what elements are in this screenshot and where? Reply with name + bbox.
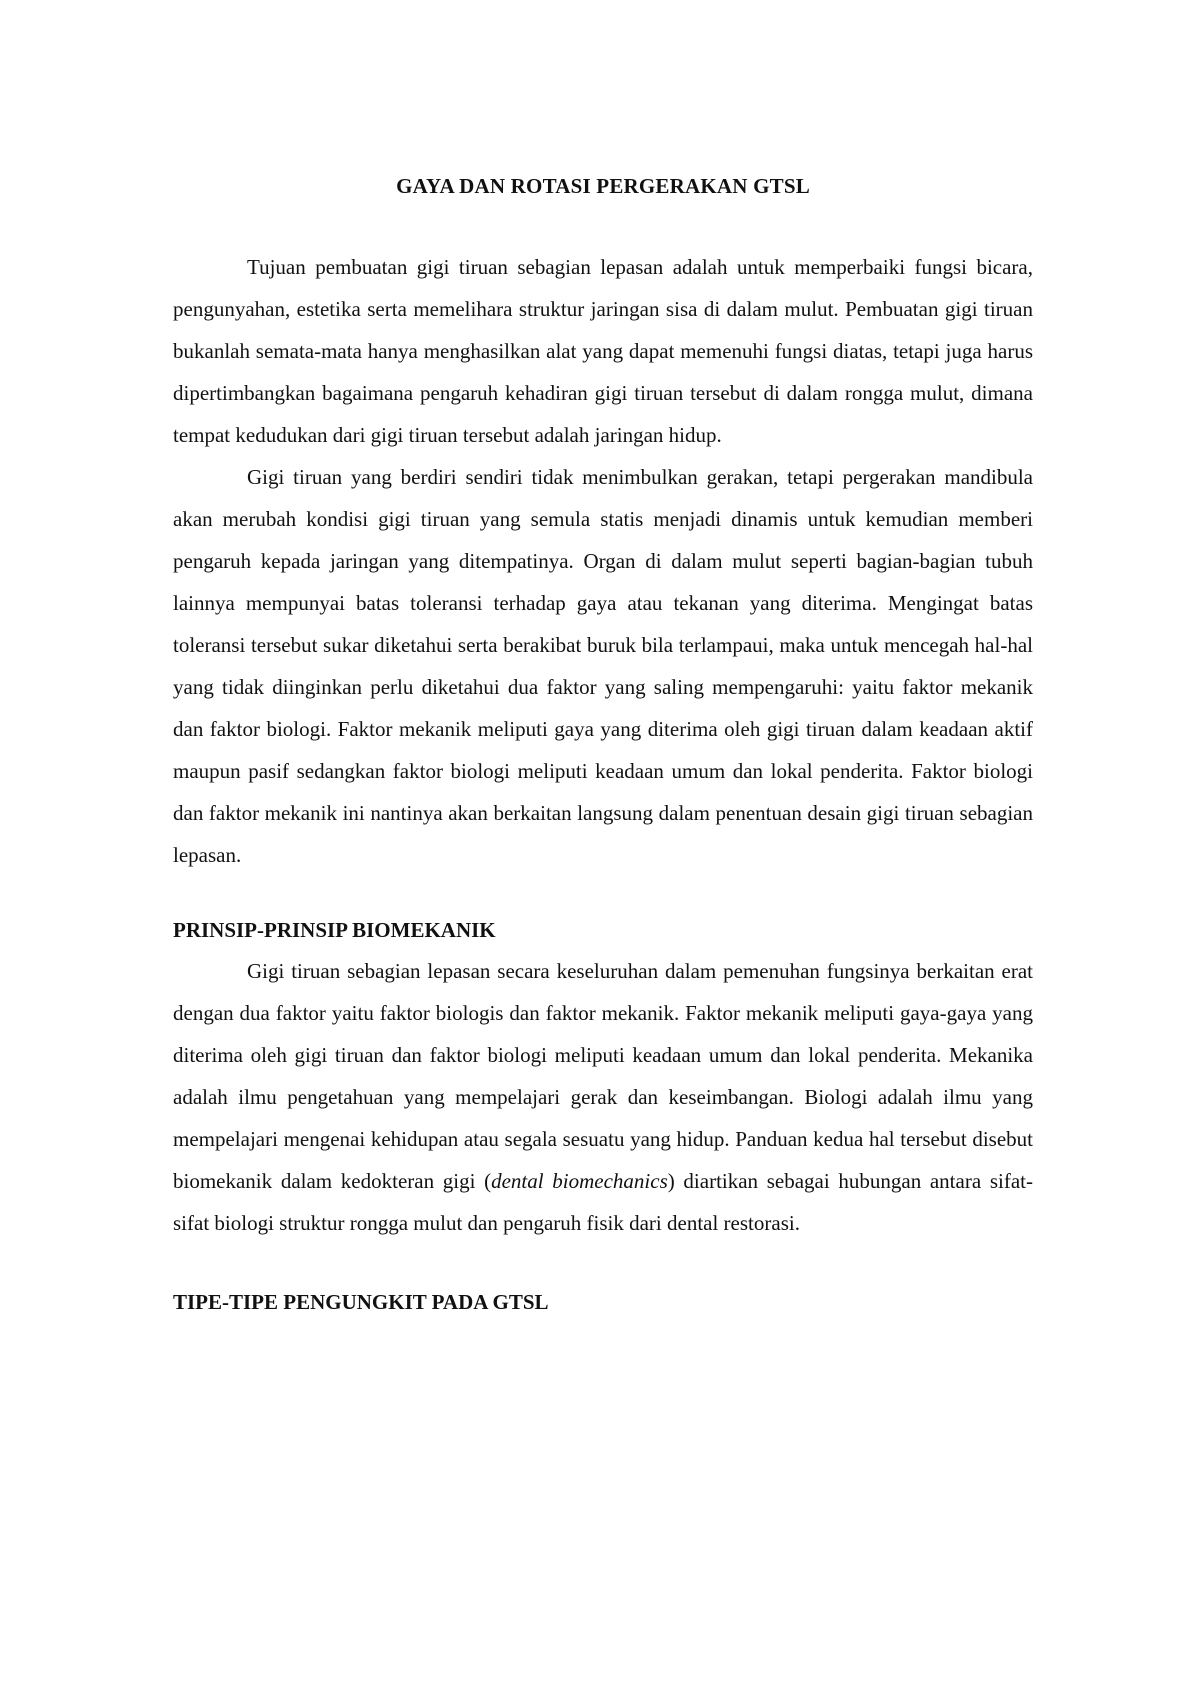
intro-paragraph-2: Gigi tiruan yang berdiri sendiri tidak menimbulkan gerakan, tetapi pergerakan mandibula akan merubah kondisi gigi tiruan yang semula statis menjadi dinamis untuk kemudian memberi pengaruh kepada jaringan yang ditempatinya. Organ di dalam mulut seperti bagian-bagian tubuh lainnya mempunyai batas toleransi terhadap gaya atau tekanan yang diterima. Mengingat batas toleransi tersebut sukar diketahui serta berakibat buruk bila terlampaui, maka untuk mencegah hal-hal yang tidak diinginkan perlu diketahui dua faktor yang saling mempengaruhi: yaitu faktor mekanik dan faktor biologi. Faktor mekanik meliputi gaya yang diterima oleh gigi tiruan dalam keadaan aktif maupun pasif sedangkan faktor biologi meliputi keadaan umum dan lokal penderita. Faktor biologi dan faktor mekanik ini nantinya akan berkaitan langsung dalam penentuan desain gigi tiruan sebagian lepasan. xyxy=(173,465,1033,867)
document-title: GAYA DAN ROTASI PERGERAKAN GTSL xyxy=(396,174,810,198)
section-heading-biomekanik: PRINSIP-PRINSIP BIOMEKANIK xyxy=(173,918,496,942)
italic-term: dental biomechanics xyxy=(491,1169,668,1193)
document-body xyxy=(173,172,1033,1316)
biomekanik-paragraph xyxy=(173,950,1033,1244)
section-heading-pengungkit: TIPE-TIPE PENGUNGKIT PADA GTSL xyxy=(173,1290,549,1314)
biomekanik-text-end: ) diartikan sebagai hubungan antara sifat-sifat biologi struktur rongga mulut dan pengaruh fisik dari dental restorasi. xyxy=(173,1169,1033,1235)
intro-paragraph-1: Tujuan pembuatan gigi tiruan sebagian lepasan adalah untuk memperbaiki fungsi bicara, pengunyahan, estetika serta memelihara struktur jaringan sisa di dalam mulut. Pembuatan gigi tiruan bukanlah semata-mata hanya menghasilkan alat yang dapat memenuhi fungsi diatas, tetapi juga harus dipertimbangkan bagaimana pengaruh kehadiran gigi tiruan tersebut di dalam rongga mulut, dimana tempat kedudukan dari gigi tiruan tersebut adalah jaringan hidup. xyxy=(173,255,1033,447)
biomekanik-text-start: Gigi tiruan sebagian lepasan secara keseluruhan dalam pemenuhan fungsinya berkaitan erat dengan dua faktor yaitu faktor biologis dan faktor mekanik. Faktor mekanik meliputi gaya-gaya yang diterima oleh gigi tiruan dan faktor biologi meliputi keadaan umum dan lokal penderita. Mekanika adalah ilmu pengetahuan yang mempelajari gerak dan keseimbangan. Biologi adalah ilmu yang mempelajari mengenai kehidupan atau segala sesuatu yang hidup. Panduan kedua hal tersebut disebut biomekanik dalam kedokteran gigi ( xyxy=(173,959,1033,1193)
